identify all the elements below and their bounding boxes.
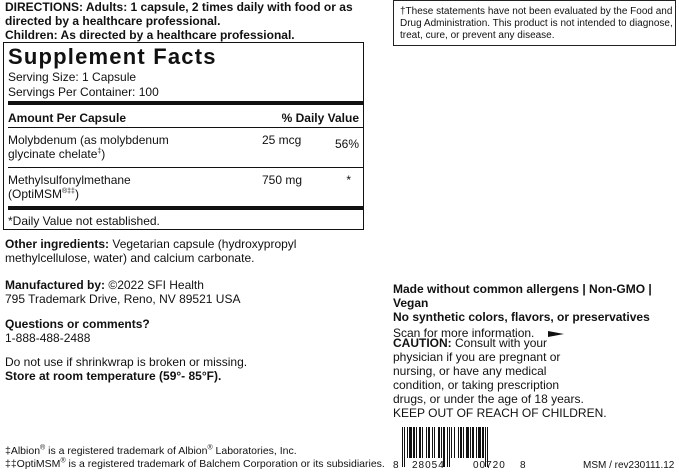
albion-text-2: Laboratories, Inc. (212, 445, 297, 457)
caution-line4: condition, or taking prescription (393, 378, 560, 392)
directions-section (5, 0, 365, 42)
optimsm-name: ‡‡OptiMSM (5, 458, 61, 470)
barcode-bar (441, 427, 442, 458)
molybdenum-name-line2-text: glycinate chelate (8, 147, 98, 161)
barcode-bar (419, 427, 421, 458)
msm-name-line2 (8, 187, 131, 201)
barcode-bar (404, 427, 405, 467)
barcode-bar (402, 427, 403, 467)
header-daily-value: % Daily Value (281, 111, 359, 125)
allergen-line2: No synthetic colors, flavors, or preservatives (393, 310, 650, 324)
header-divider (8, 127, 363, 128)
barcode-bar (472, 427, 474, 458)
daily-value-footnote: *Daily Value not established. (8, 214, 160, 228)
manufacturer-name: ©2022 SFI Health (108, 278, 204, 292)
allergen-info (393, 282, 679, 340)
caution-line5: drugs, or under the age of 18 years. (393, 392, 584, 406)
questions-label: Questions or comments? (5, 317, 150, 331)
barcode-bar (454, 427, 455, 458)
manufacturer-label: Manufactured by: (5, 278, 106, 292)
servings-per-container: Servings Per Container: 100 (8, 85, 159, 99)
albion-name: ‡Albion (5, 445, 41, 457)
optimsm-text: is a registered trademark of Balchem Corporation or its subsidiaries. (65, 458, 385, 470)
barcode-bar (428, 427, 430, 458)
shrinkwrap-warning: Do not use if shrinkwrap is broken or missing. (5, 355, 248, 369)
other-ingredients-label: Other ingredients: (5, 237, 110, 251)
barcode-bar (416, 427, 417, 458)
directions-label: DIRECTIONS: (5, 0, 83, 14)
barcode-bar (478, 427, 481, 458)
albion-text: is a registered trademark of Albion (45, 445, 208, 457)
barcode-bar (447, 427, 448, 467)
barcode-bar (451, 427, 452, 458)
supplement-facts-panel (3, 42, 364, 230)
thick-divider (8, 101, 363, 105)
reg-mark: ® (207, 444, 213, 452)
msm-name-line2-text: (OptiMSM (8, 187, 62, 201)
allergen-line1: Made without common allergens | Non-GMO | Vegan (393, 282, 652, 310)
fda-disclaimer-box (393, 0, 676, 46)
keep-out-of-reach: KEEP OUT OF REACH OF CHILDREN. (393, 406, 607, 420)
msm-name (8, 173, 131, 201)
barcode-bar (407, 427, 408, 458)
trademarks (5, 445, 385, 471)
barcode-group2: 00720 (473, 460, 506, 471)
barcode-digit-right: 8 (520, 460, 526, 471)
manufacturer-line (5, 278, 240, 292)
caution-section (393, 336, 663, 420)
barcode-bar (458, 427, 459, 458)
msm-mark: ®‡‡ (62, 188, 75, 195)
thick-divider-bottom (8, 206, 363, 210)
disclaimer-line2: Drug Administration. This product is not intended to diagnose, (400, 18, 673, 29)
reg-mark: ® (40, 444, 46, 452)
manufacturer-address: 795 Trademark Drive, Reno, NV 89521 USA (5, 292, 241, 306)
questions-phone: 1-888-488-2488 (5, 331, 91, 345)
other-ingredients-text1: Vegetarian capsule (hydroxypropyl (112, 237, 297, 251)
directions-children: Children: As directed by a healthcare professional. (5, 28, 295, 42)
msm-dv: * (346, 173, 351, 187)
barcode-bar (434, 427, 435, 458)
storage-section (5, 355, 247, 383)
serving-size: Serving Size: 1 Capsule (8, 70, 137, 84)
manufacturer (5, 278, 240, 306)
trademark-optimsm (5, 458, 385, 471)
msm-amount: 750 mg (262, 173, 303, 187)
other-ingredients-text2: methylcellulose, water) and calcium carbonate. (5, 251, 255, 265)
storage-instructions: Store at room temperature (59°- 85°F). (5, 369, 222, 383)
caution-label: CAUTION: (393, 336, 452, 350)
barcode-bar (438, 427, 440, 458)
barcode-bar (413, 427, 415, 458)
caution-line2: physician if you are pregnant or (393, 350, 561, 364)
barcode-bar (432, 427, 433, 458)
header-amount-per-capsule: Amount Per Capsule (8, 111, 127, 125)
barcode-bar (476, 427, 477, 458)
directions-adults-line (5, 0, 365, 14)
molybdenum-amount: 25 mcg (262, 133, 302, 147)
disclaimer-line1: †These statements have not been evaluated by the Food and (400, 6, 673, 17)
barcode-bar (422, 427, 423, 458)
caution-text1: Consult with your (451, 336, 548, 350)
barcode-bar (449, 427, 450, 467)
disclaimer-line3: treat, cure, or prevent any disease. (400, 30, 555, 41)
molybdenum-name-line2 (8, 147, 169, 161)
barcode-group1: 28054 (412, 460, 445, 471)
directions-adults: Adults: 1 capsule, 2 times daily with food or as (85, 0, 353, 14)
caution-line1 (393, 336, 663, 350)
caution-line3: nursing, or have any medical (393, 364, 547, 378)
other-ingredients (5, 237, 375, 265)
molybdenum-name (8, 133, 169, 161)
barcode-bar (463, 427, 464, 458)
barcode-bar (426, 427, 427, 458)
msm-name-tail: ) (74, 187, 79, 201)
barcode-bar (460, 427, 462, 458)
reg-mark: ® (60, 457, 66, 465)
supplement-facts-title: Supplement Facts (8, 44, 217, 69)
molybdenum-mark: ‡ (97, 148, 102, 155)
molybdenum-dv: 56% (334, 137, 359, 151)
barcode-bar (470, 427, 471, 458)
lot-code: MSM / rev230111.12 (583, 460, 675, 471)
molybdenum-name-line1: Molybdenum (as molybdenum (8, 133, 169, 147)
questions (5, 317, 150, 345)
barcode-bar (482, 427, 484, 458)
row-divider (8, 167, 363, 168)
scan-text: Scan for more information. (393, 326, 535, 340)
trademark-albion (5, 445, 385, 458)
barcode-bar (466, 427, 469, 458)
barcode-bar (409, 427, 412, 458)
barcode-digit-left: 8 (393, 460, 399, 471)
directions-adults-2: directed by a healthcare professional. (5, 14, 221, 28)
msm-name-line1: Methylsulfonylmethane (8, 173, 131, 187)
other-ingredients-line1 (5, 237, 375, 251)
molybdenum-name-tail: ) (101, 147, 106, 161)
